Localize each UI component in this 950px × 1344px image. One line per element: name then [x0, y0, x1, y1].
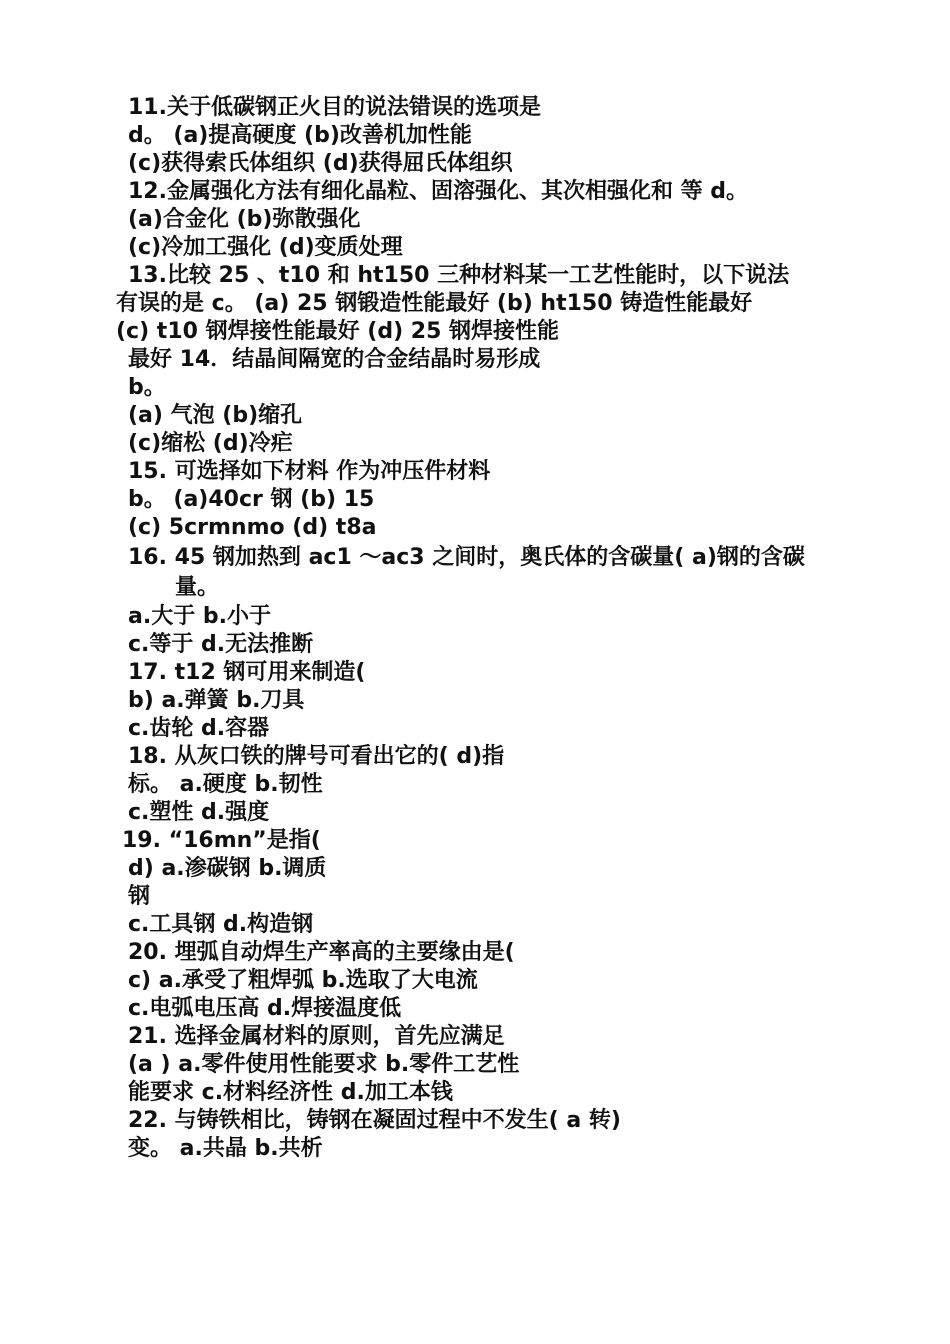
text-line: 17. t12 钢可用来制造(	[128, 660, 366, 685]
text-line: c.电弧电压高 d.焊接温度低	[128, 996, 402, 1021]
text-line: (a)合金化 (b)弥散强化	[128, 207, 361, 232]
text-line: 11.关于低碳钢正火目的说法错误的选项是	[128, 95, 541, 120]
text-line: 19. “16mn”是指(	[122, 828, 321, 853]
text-line: 12.金属强化方法有细化晶粒、固溶强化、其次相强化和 等 d。	[128, 179, 749, 204]
text-line: 标。 a.硬度 b.韧性	[128, 772, 323, 797]
text-line: 能要求 c.材料经济性 d.加工本钱	[128, 1080, 453, 1105]
text-line: 16. 45 钢加热到 ac1 ～ac3 之间时，奥氏体的含碳量( a)钢的含碳	[128, 545, 805, 570]
text-line: 量。	[175, 575, 220, 600]
text-line: 有误的是 c。 (a) 25 钢锻造性能最好 (b) ht150 铸造性能最好	[116, 291, 753, 316]
text-line: c.等于 d.无法推断	[128, 632, 314, 657]
text-line: (c)缩松 (d)冷疟	[128, 431, 293, 456]
text-line: c.齿轮 d.容器	[128, 716, 270, 741]
text-line: d) a.渗碳钢 b.调质	[128, 856, 327, 881]
text-line: 18. 从灰口铁的牌号可看出它的( d)指	[128, 744, 505, 769]
text-line: a.大于 b.小于	[128, 604, 271, 629]
text-line: c.工具钢 d.构造钢	[128, 912, 314, 937]
text-line: 最好 14．结晶间隔宽的合金结晶时易形成	[128, 347, 541, 372]
text-line: c.塑性 d.强度	[128, 800, 270, 825]
text-line: (a ) a.零件使用性能要求 b.零件工艺性	[128, 1052, 520, 1077]
text-line: 13.比较 25 、t10 和 ht150 三种材料某一工艺性能时，以下说法	[128, 263, 790, 288]
text-line: b) a.弹簧 b.刀具	[128, 688, 305, 713]
text-line: d。 (a)提高硬度 (b)改善机加性能	[128, 123, 472, 148]
text-line: (c)获得索氏体组织 (d)获得屈氏体组织	[128, 151, 513, 176]
text-line: 变。 a.共晶 b.共析	[128, 1136, 323, 1161]
text-line: b。	[128, 375, 166, 400]
text-line: (c) t10 钢焊接性能最好 (d) 25 钢焊接性能	[116, 319, 560, 344]
text-line: b。 (a)40cr 钢 (b) 15	[128, 487, 375, 512]
text-line: (c) 5crmnmo (d) t8a	[128, 515, 377, 540]
text-line: 20. 埋弧自动焊生产率高的主要缘由是(	[128, 940, 515, 965]
text-line: 钢	[128, 884, 151, 909]
text-line: (a) 气泡 (b)缩孔	[128, 403, 303, 428]
text-line: 15. 可选择如下材料 作为冲压件材料	[128, 459, 491, 484]
text-line: 21. 选择金属材料的原则，首先应满足	[128, 1024, 505, 1049]
text-line: c) a.承受了粗焊弧 b.选取了大电流	[128, 968, 478, 993]
text-line: 22. 与铸铁相比，铸钢在凝固过程中不发生( a 转)	[128, 1108, 621, 1133]
text-line: (c)冷加工强化 (d)变质处理	[128, 235, 403, 260]
